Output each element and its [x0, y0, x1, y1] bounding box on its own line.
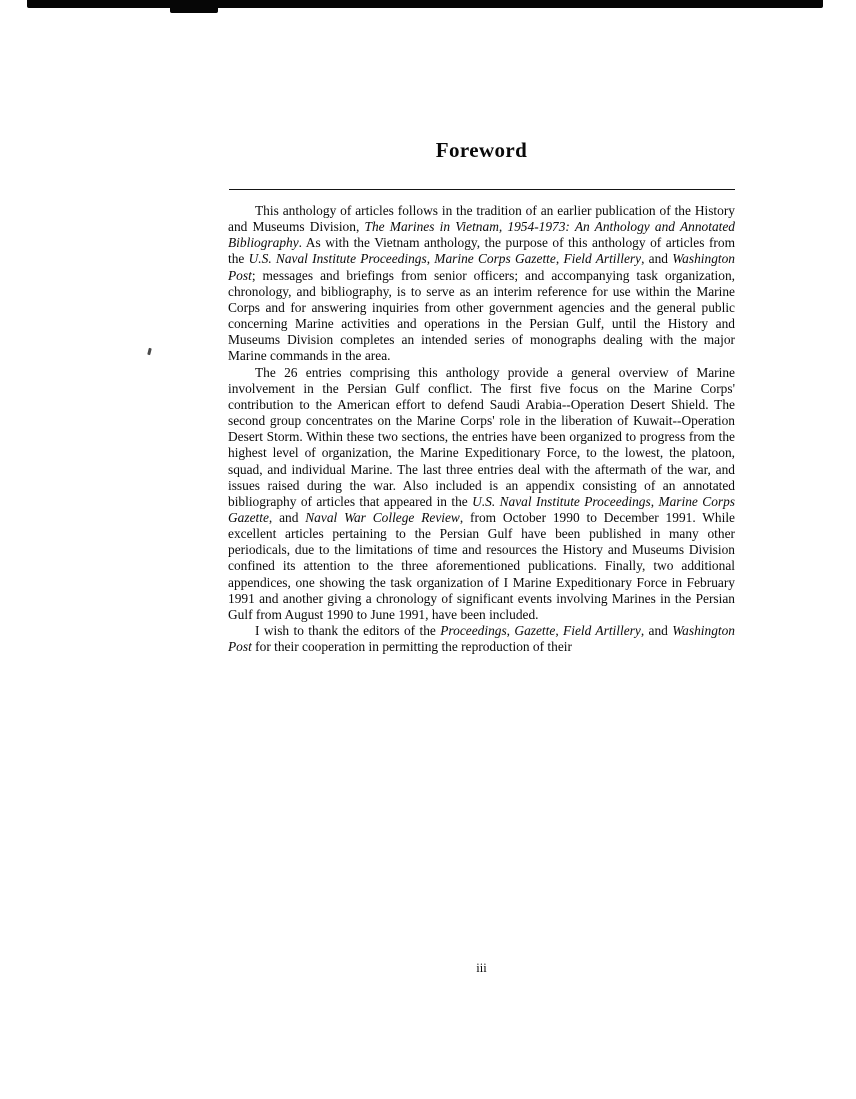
text-run-italic: Proceedings [440, 623, 507, 639]
scan-artifact-top-bar [27, 0, 823, 8]
text-run: , and [268, 509, 306, 525]
text-run-italic: Marine Corps Gazette [228, 493, 736, 525]
text-run: , from October 1990 to December 1991. While excellent articles pertaining to the Persian Gulf have been published in many other periodicals, due to the limitations of time and resources the History and Museums Division confined its attention to the three aforementioned publications. Finally, two additional appendices, one showing the task organization of I Marine Expeditionary Force in February 1991 and another giving a chronology of significant events involving Marines in the Persian Gulf from August 1990 to June 1991, have been included. [228, 509, 735, 622]
page-number: iii [476, 961, 487, 975]
paragraph [228, 365, 735, 624]
text-run: , [506, 623, 515, 639]
text-run-italic: Marine Corps Gazette [434, 251, 556, 267]
text-run: , [555, 623, 564, 639]
scan-artifact-speck [147, 348, 152, 356]
paragraph [228, 203, 735, 365]
divider-rule [229, 189, 735, 190]
text-run-italic: Gazette [514, 623, 556, 639]
text-run: This anthology of articles follows in the tradition of an earlier publication of the History and Museums Division, [228, 203, 735, 235]
text-run: The 26 entries comprising this anthology provide a general overview of Marine involvement in the Persian Gulf conflict. The first five focus on the Marine Corps' contribution to the American effort to defend Saudi Arabia--Operation Desert Shield. The second group concentrates on the Marine Corps' role in the liberation of Kuwait--Operation Desert Storm. Within these two sections, the entries have been organized to progress from the highest level of organization, the Marine Expeditionary Force, to the lowest, the platoon, squad, and individual Marine. The last three entries deal with the aftermath of the war, and issues raised during the war. Also included is an appendix consisting of an annotated bibliography of articles that appeared in the [228, 364, 735, 509]
text-run-italic: U.S. Naval Institute Proceedings [248, 251, 427, 267]
text-run: , [555, 251, 564, 267]
text-run-italic: The Marines in Vietnam, 1954-1973: An Anthology and Annotated Bibliography [228, 219, 736, 251]
text-run-italic: Field Artillery [563, 623, 641, 639]
text-run: , [426, 251, 435, 267]
text-run-italic: Washington Post [228, 623, 735, 655]
text-run: , [650, 493, 659, 509]
paragraphs-container [228, 203, 735, 655]
text-run-italic: Naval War College Review [305, 509, 460, 525]
text-run-italic: U.S. Naval Institute Proceedings [472, 493, 651, 509]
text-run-italic: Washington Post [228, 251, 735, 283]
text-run: ; messages and briefings from senior officers; and accompanying task organization, chronology, and bibliography, is to serve as an interim reference for use within the Marine Corps and for answering inquiries from other government agencies and the general public concerning Marine activities and operations in the Persian Gulf, until the History and Museums Division completes an intended series of monographs dealing with the major Marine commands in the area. [228, 267, 735, 364]
text-run: . As with the Vietnam anthology, the purpose of this anthology of articles from the [228, 235, 735, 267]
text-run: , and [640, 623, 673, 639]
text-run: for their cooperation in permitting the reproduction of their [251, 639, 572, 655]
text-run-italic: Field Artillery [563, 251, 642, 267]
text-run: , and [641, 251, 673, 267]
paragraph [228, 623, 735, 655]
page-title: Foreword [435, 138, 528, 162]
scan-artifact-blob [170, 6, 218, 13]
text-run: I wish to thank the editors of the [255, 623, 441, 639]
